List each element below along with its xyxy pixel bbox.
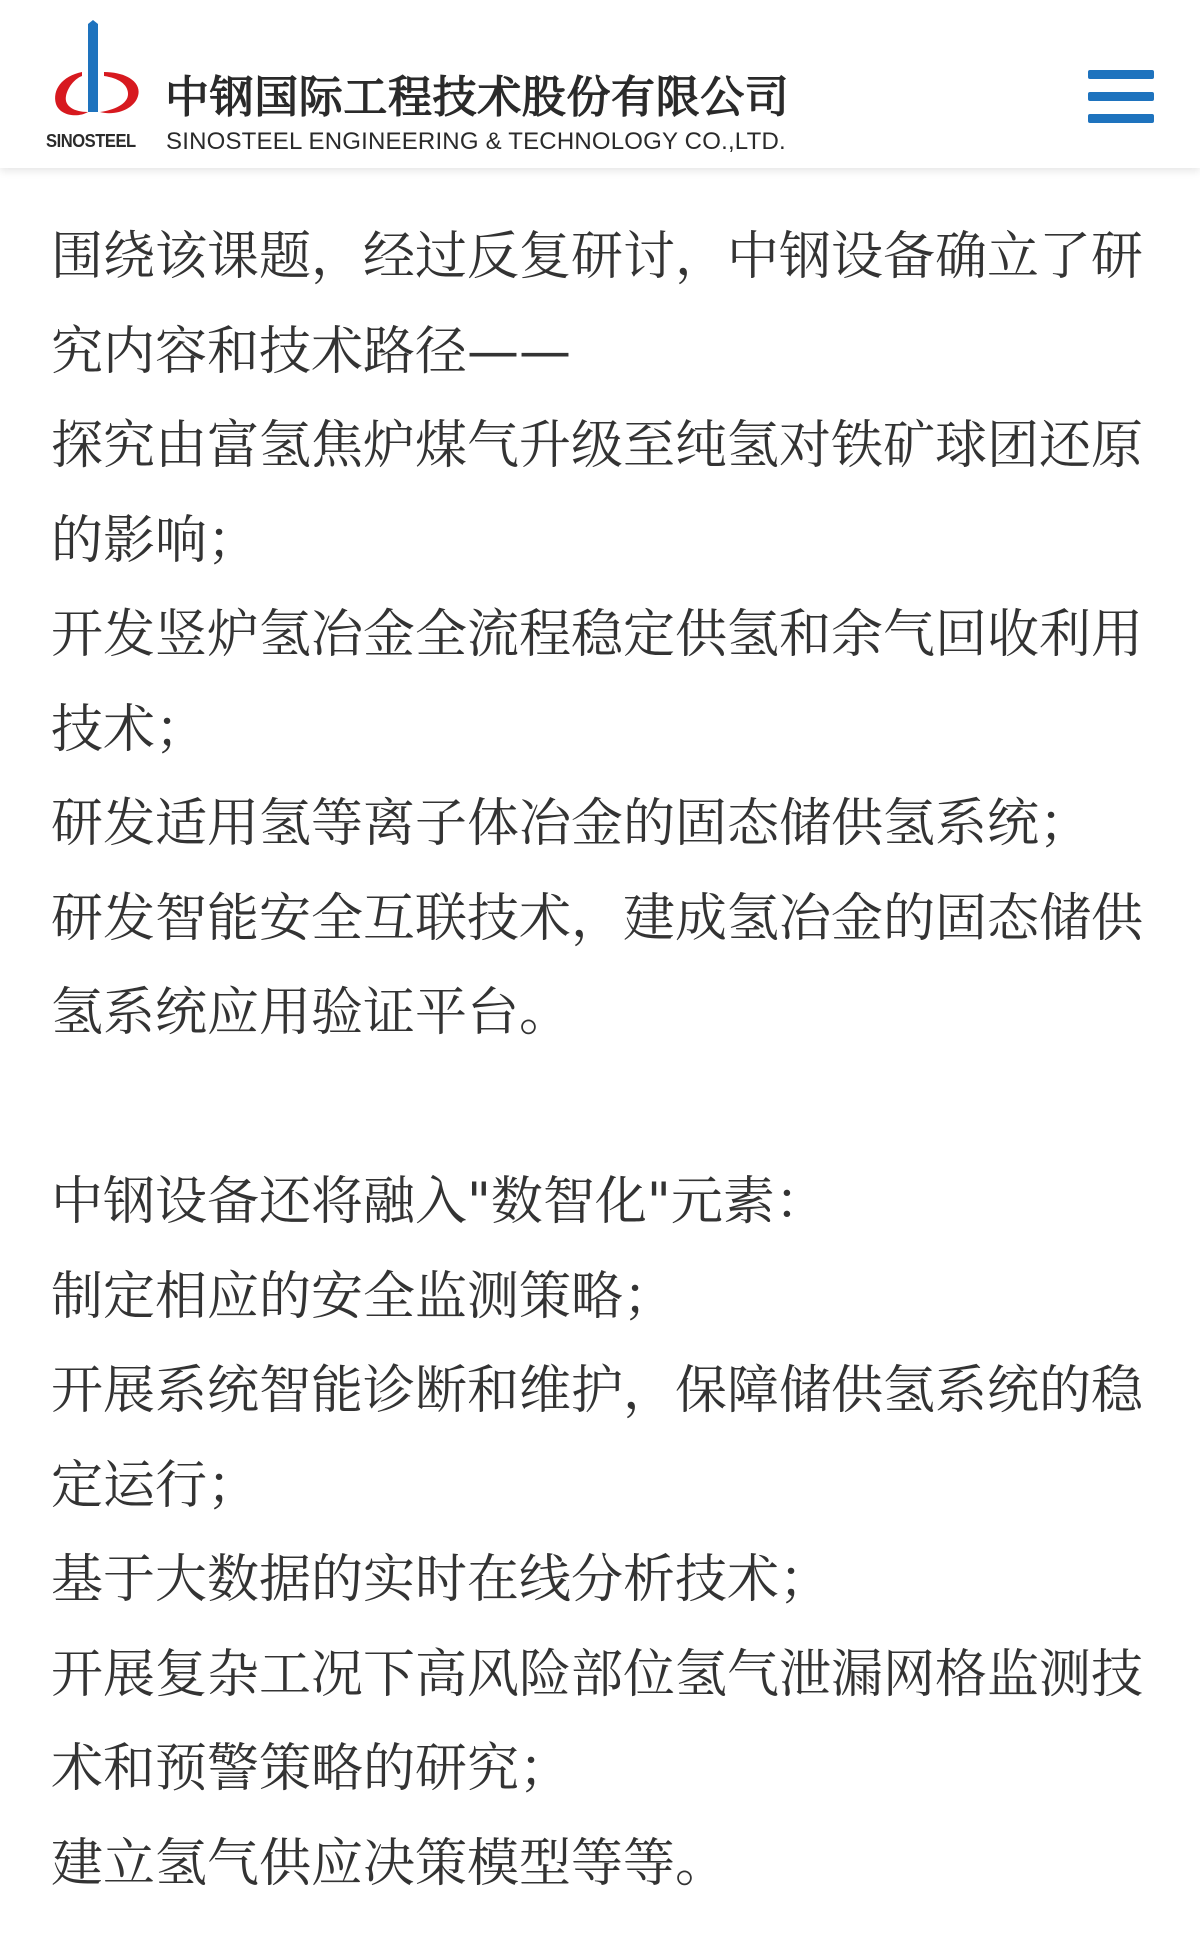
article-line: 开展系统智能诊断和维护，保障储供氢系统的稳定运行；	[51, 1361, 1144, 1516]
article-line: 制定相应的安全监测策略；	[51, 1266, 676, 1327]
site-header	[0, 0, 1200, 168]
article-line: 中钢设备还将融入"数智化"元素：	[51, 1172, 827, 1232]
hamburger-menu-icon[interactable]	[1088, 70, 1154, 124]
paragraph-spacer	[51, 1061, 1161, 1156]
article-line: 建立氢气供应决策模型等等。	[51, 1833, 728, 1894]
menu-bar	[1088, 114, 1154, 123]
menu-bar	[1088, 92, 1154, 101]
sinosteel-logo-icon[interactable]	[48, 20, 148, 125]
article-line: 开展复杂工况下高风险部位氢气泄漏网格监测技术和预警策略的研究；	[51, 1644, 1144, 1799]
article-line: 基于大数据的实时在线分析技术；	[51, 1550, 832, 1610]
article-body	[51, 210, 1161, 1911]
logo-wordmark: SINOSTEEL	[46, 131, 136, 151]
article-line: 研发智能安全互联技术，建成氢冶金的固态储供氢系统应用验证平台。	[51, 888, 1144, 1043]
company-name-cn: 中钢国际工程技术股份有限公司	[165, 72, 790, 123]
article-line: 研发适用氢等离子体冶金的固态储供氢系统；	[51, 794, 1092, 854]
menu-bar	[1088, 70, 1154, 79]
article-line: 围绕该课题，经过反复研讨，中钢设备确立了研究内容和技术路径——	[51, 227, 1144, 382]
company-name-en: SINOSTEEL ENGINEERING & TECHNOLOGY CO.,LTD.	[166, 128, 786, 155]
article-line: 探究由富氢焦炉煤气升级至纯氢对铁矿球团还原的影响；	[51, 416, 1144, 571]
article-line: 开发竖炉氢冶金全流程稳定供氢和余气回收利用技术；	[51, 605, 1144, 760]
